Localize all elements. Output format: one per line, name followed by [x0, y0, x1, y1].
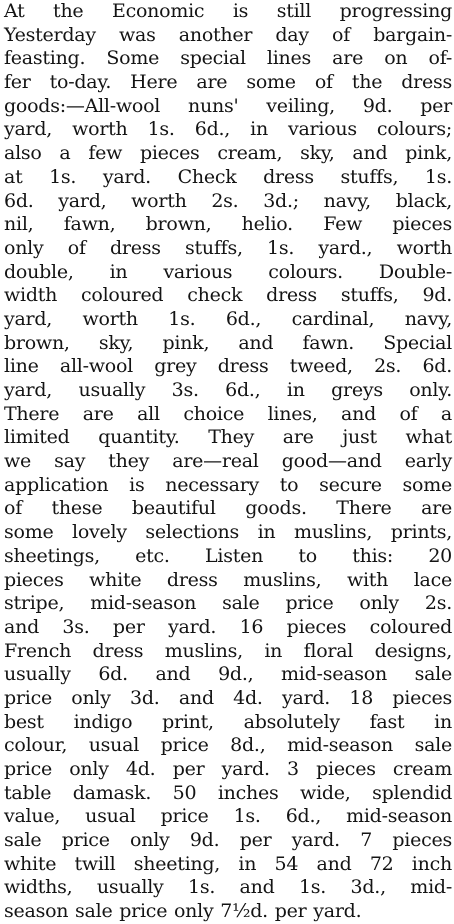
- article-line-19: limited quantity. They are just what: [4, 426, 452, 449]
- article-line-4: fer to-day. Here are some of the dress: [4, 71, 452, 94]
- article-line-13: width coloured check dress stuffs, 9d.: [4, 284, 452, 307]
- article-line-2: Yesterday was another day of bargain-: [4, 23, 452, 46]
- article-line-22: of these beautiful goods. There are: [4, 497, 452, 520]
- article-line-37: white twill sheeting, in 54 and 72 inch: [4, 852, 452, 875]
- article-line-16: line all-wool grey dress tweed, 2s. 6d.: [4, 355, 452, 378]
- article-line-7: also a few pieces cream, sky, and pink,: [4, 142, 452, 165]
- article-line-26: stripe, mid-season sale price only 2s.: [4, 592, 452, 615]
- article-line-3: feasting. Some special lines are on of-: [4, 47, 452, 70]
- article-line-36: sale price only 9d. per yard. 7 pieces: [4, 829, 452, 852]
- article-line-35: value, usual price 1s. 6d., mid-season: [4, 805, 452, 828]
- article-line-18: There are all choice lines, and of a: [4, 402, 452, 425]
- article-line-28: French dress muslins, in floral designs,: [4, 639, 452, 662]
- article-line-6: yard, worth 1s. 6d., in various colours;: [4, 118, 452, 141]
- article-line-30: price only 3d. and 4d. yard. 18 pieces: [4, 686, 452, 709]
- article-line-20: we say they are—real good—and early: [4, 450, 452, 473]
- article-line-1: At the Economic is still progressing: [4, 0, 452, 22]
- article-line-34: table damask. 50 inches wide, splendid: [4, 781, 452, 804]
- article-line-10: nil, fawn, brown, helio. Few pieces: [4, 213, 452, 236]
- article-line-17: yard, usually 3s. 6d., in greys only.: [4, 379, 452, 401]
- article-line-31: best indigo print, absolutely fast in: [4, 710, 452, 733]
- article-body: [4, 0, 452, 924]
- article-line-14: yard, worth 1s. 6d., cardinal, navy,: [4, 307, 452, 330]
- article-line-8: at 1s. yard. Check dress stuffs, 1s.: [4, 165, 452, 188]
- article-line-33: price only 4d. per yard. 3 pieces cream: [4, 758, 452, 780]
- article-line-38: widths, usually 1s. and 1s. 3d., mid-: [4, 876, 452, 899]
- article-line-27: and 3s. per yard. 16 pieces coloured: [4, 615, 452, 638]
- article-line-21: application is necessary to secure some: [4, 473, 452, 496]
- article-line-24: sheetings, etc. Listen to this: 20: [4, 544, 452, 567]
- article-line-39: season sale price only 7½d. per yard.: [4, 900, 362, 923]
- article-line-15: brown, sky, pink, and fawn. Special: [4, 331, 452, 354]
- article-line-9: 6d. yard, worth 2s. 3d.; navy, black,: [4, 189, 452, 212]
- article-line-11: only of dress stuffs, 1s. yard., worth: [4, 236, 452, 259]
- article-line-29: usually 6d. and 9d., mid-season sale: [4, 663, 452, 686]
- article-line-12: double, in various colours. Double-: [4, 260, 452, 283]
- article-line-25: pieces white dress muslins, with lace: [4, 568, 452, 591]
- article-line-23: some lovely selections in muslins, prints,: [4, 521, 452, 544]
- article-line-5: goods:—All-wool nuns' veiling, 9d. per: [4, 94, 452, 117]
- article-line-32: colour, usual price 8d., mid-season sale: [4, 734, 452, 757]
